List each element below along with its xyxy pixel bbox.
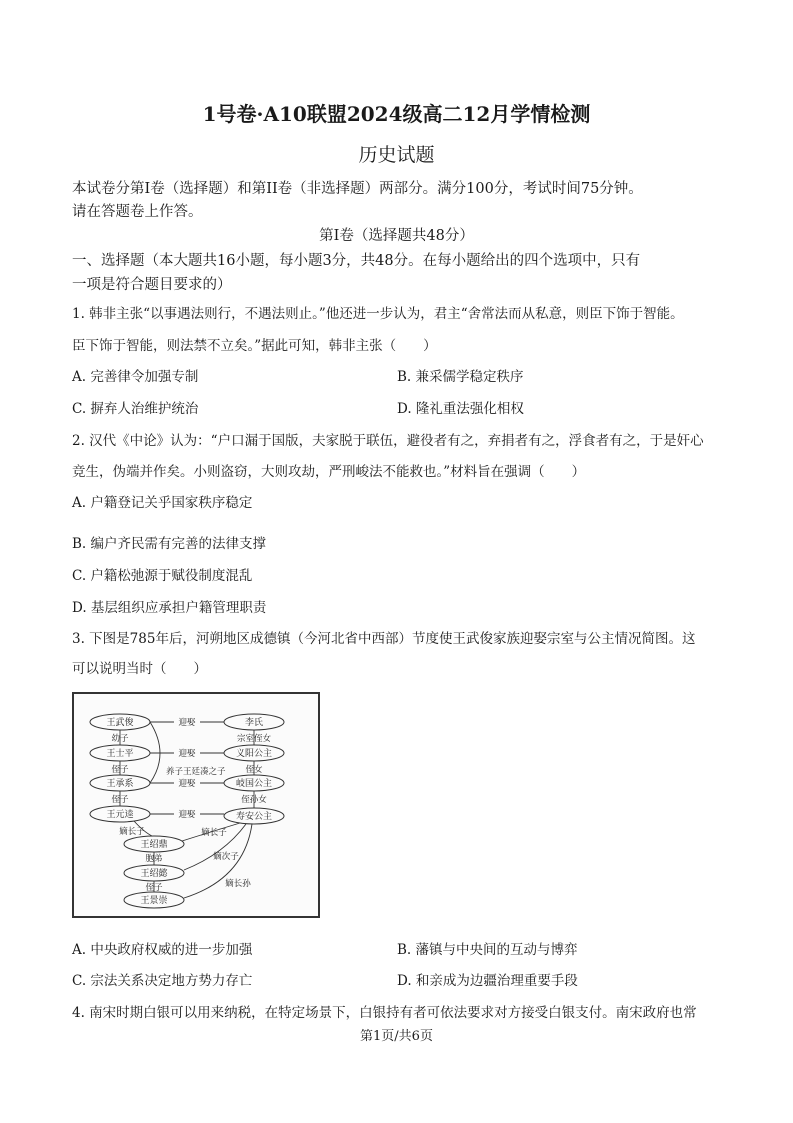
question-3-stem-2: 可以说明当时（ ） [72, 661, 207, 677]
relation-eldest-son: 嫡长子 [119, 827, 145, 837]
marry-label-2: 迎娶 [178, 749, 196, 759]
question-2-option-d: D. 基层组织应承担户籍管理职责 [72, 600, 267, 616]
question-1-option-a: A. 完善律令加强专制 [72, 369, 199, 385]
relation-grand-niece: 侄孙女 [241, 795, 267, 805]
svg-text:寿安公主: 寿安公主 [235, 812, 273, 822]
section-instructions-1: 一、选择题（本大题共16小题，每小题3分，共48分。在每小题给出的四个选项中，只有 [72, 253, 641, 269]
node-wang-yuankui [90, 806, 150, 822]
node-wang-wujun [90, 714, 150, 730]
question-3-option-c: C. 宗法关系决定地方势力存亡 [72, 973, 253, 989]
relation-eldest-son-2: 嫡长子 [201, 828, 227, 838]
svg-text:王绍懿: 王绍懿 [140, 869, 168, 879]
node-wang-chengxi [90, 775, 150, 791]
section-heading: 第I卷（选择题共48分） [319, 228, 474, 244]
node-wang-jingchong [124, 892, 184, 908]
question-3-option-d: D. 和亲成为边疆治理重要手段 [397, 973, 578, 989]
relation-nephew-2: 侄子 [111, 795, 129, 805]
question-4-stem-1: 4. 南宋时期白银可以用来纳税，在特定场景下，白银持有者可依法要求对方接受白银支付。南宋政府也常 [72, 1005, 697, 1021]
relation-youngest-son: 幼子 [111, 734, 129, 744]
svg-text:王武俊: 王武俊 [106, 718, 134, 728]
relation-eldest-grandson: 嫡长孙 [225, 879, 251, 889]
page-footer: 第1页/共6页 [360, 1029, 433, 1044]
svg-text:王元逵: 王元逵 [106, 810, 134, 820]
node-yiyang-princess [224, 745, 284, 761]
question-1-stem-2: 臣下饰于智能，则法禁不立矣。”据此可知，韩非主张（ ） [72, 338, 437, 354]
node-qiguo-princess [224, 775, 284, 791]
relation-clan-female: 宗室侄女 [236, 734, 272, 744]
family-diagram [72, 692, 320, 918]
node-wang-shaoding [124, 836, 184, 852]
svg-text:王绍鼎: 王绍鼎 [140, 840, 168, 850]
question-2-stem-2: 竞生，伪端并作矣。小则盗窃，大则攻劫，严刑峻法不能救也。”材料旨在强调（ ） [72, 464, 586, 480]
svg-text:王景崇: 王景崇 [140, 896, 168, 906]
relation-nephew-3: 侄子 [145, 883, 163, 893]
exam-subject: 历史试题 [358, 144, 435, 166]
relation-niece: 侄女 [245, 765, 263, 775]
intro-line-2: 请在答题卷上作答。 [72, 204, 203, 220]
node-wang-shiping [90, 745, 150, 761]
question-3-stem-1: 3. 下图是785年后，河朔地区成德镇（今河北省中西部）节度使王武俊家族迎娶宗室与公主情况简图。这 [72, 631, 696, 647]
svg-text:王承系: 王承系 [106, 779, 134, 789]
question-3-option-b: B. 藩镇与中央间的互动与博弈 [397, 942, 578, 958]
question-1-option-c: C. 摒弃人治维护统治 [72, 401, 199, 417]
svg-text:李氏: 李氏 [244, 718, 264, 728]
svg-text:岐国公主: 岐国公主 [235, 779, 273, 789]
question-2-option-c: C. 户籍松弛源于赋役制度混乱 [72, 568, 253, 584]
node-wang-shaoyi [124, 865, 184, 881]
question-1-option-b: B. 兼采儒学稳定秩序 [397, 369, 524, 385]
relation-second-son: 嫡次子 [213, 852, 239, 862]
svg-text:王士平: 王士平 [106, 749, 134, 759]
node-li-shi [224, 714, 284, 730]
intro-line-1: 本试卷分第I卷（选择题）和第II卷（非选择题）两部分。满分100分，考试时间75分钟。 [72, 181, 643, 197]
relation-nephew-1: 侄子 [111, 765, 129, 775]
question-2-stem-1: 2. 汉代《中论》认为：“户口漏于国版，夫家脱于联伍，避役者有之，弃捐者有之，浮食者有之，于是奸心 [72, 433, 704, 449]
marry-label-1: 迎娶 [178, 718, 196, 728]
section-instructions-2: 一项是符合题目要求的） [72, 277, 232, 293]
question-1-stem-1: 1. 韩非主张“以事遇法则行，不遇法则止。”他还进一步认为，君主“舍常法而从私意，则臣下饰于智能。 [72, 306, 684, 322]
exam-title: 1号卷·A10联盟2024级高二12月学情检测 [202, 102, 591, 126]
node-shouan-princess [224, 808, 284, 824]
question-2-option-b: B. 编户齐民需有完善的法律支撑 [72, 536, 267, 552]
family-diagram-svg [74, 694, 318, 916]
question-2-option-a: A. 户籍登记关乎国家秩序稳定 [72, 495, 253, 511]
question-3-option-a: A. 中央政府权威的进一步加强 [72, 942, 253, 958]
marry-label-3: 迎娶 [178, 779, 196, 789]
relation-brother: 胞弟 [145, 854, 163, 864]
question-1-option-d: D. 隆礼重法强化相权 [397, 401, 524, 417]
relation-adopted: 养子王廷凑之子 [166, 767, 226, 777]
svg-text:义阳公主: 义阳公主 [235, 749, 273, 759]
marry-label-4: 迎娶 [178, 810, 196, 820]
